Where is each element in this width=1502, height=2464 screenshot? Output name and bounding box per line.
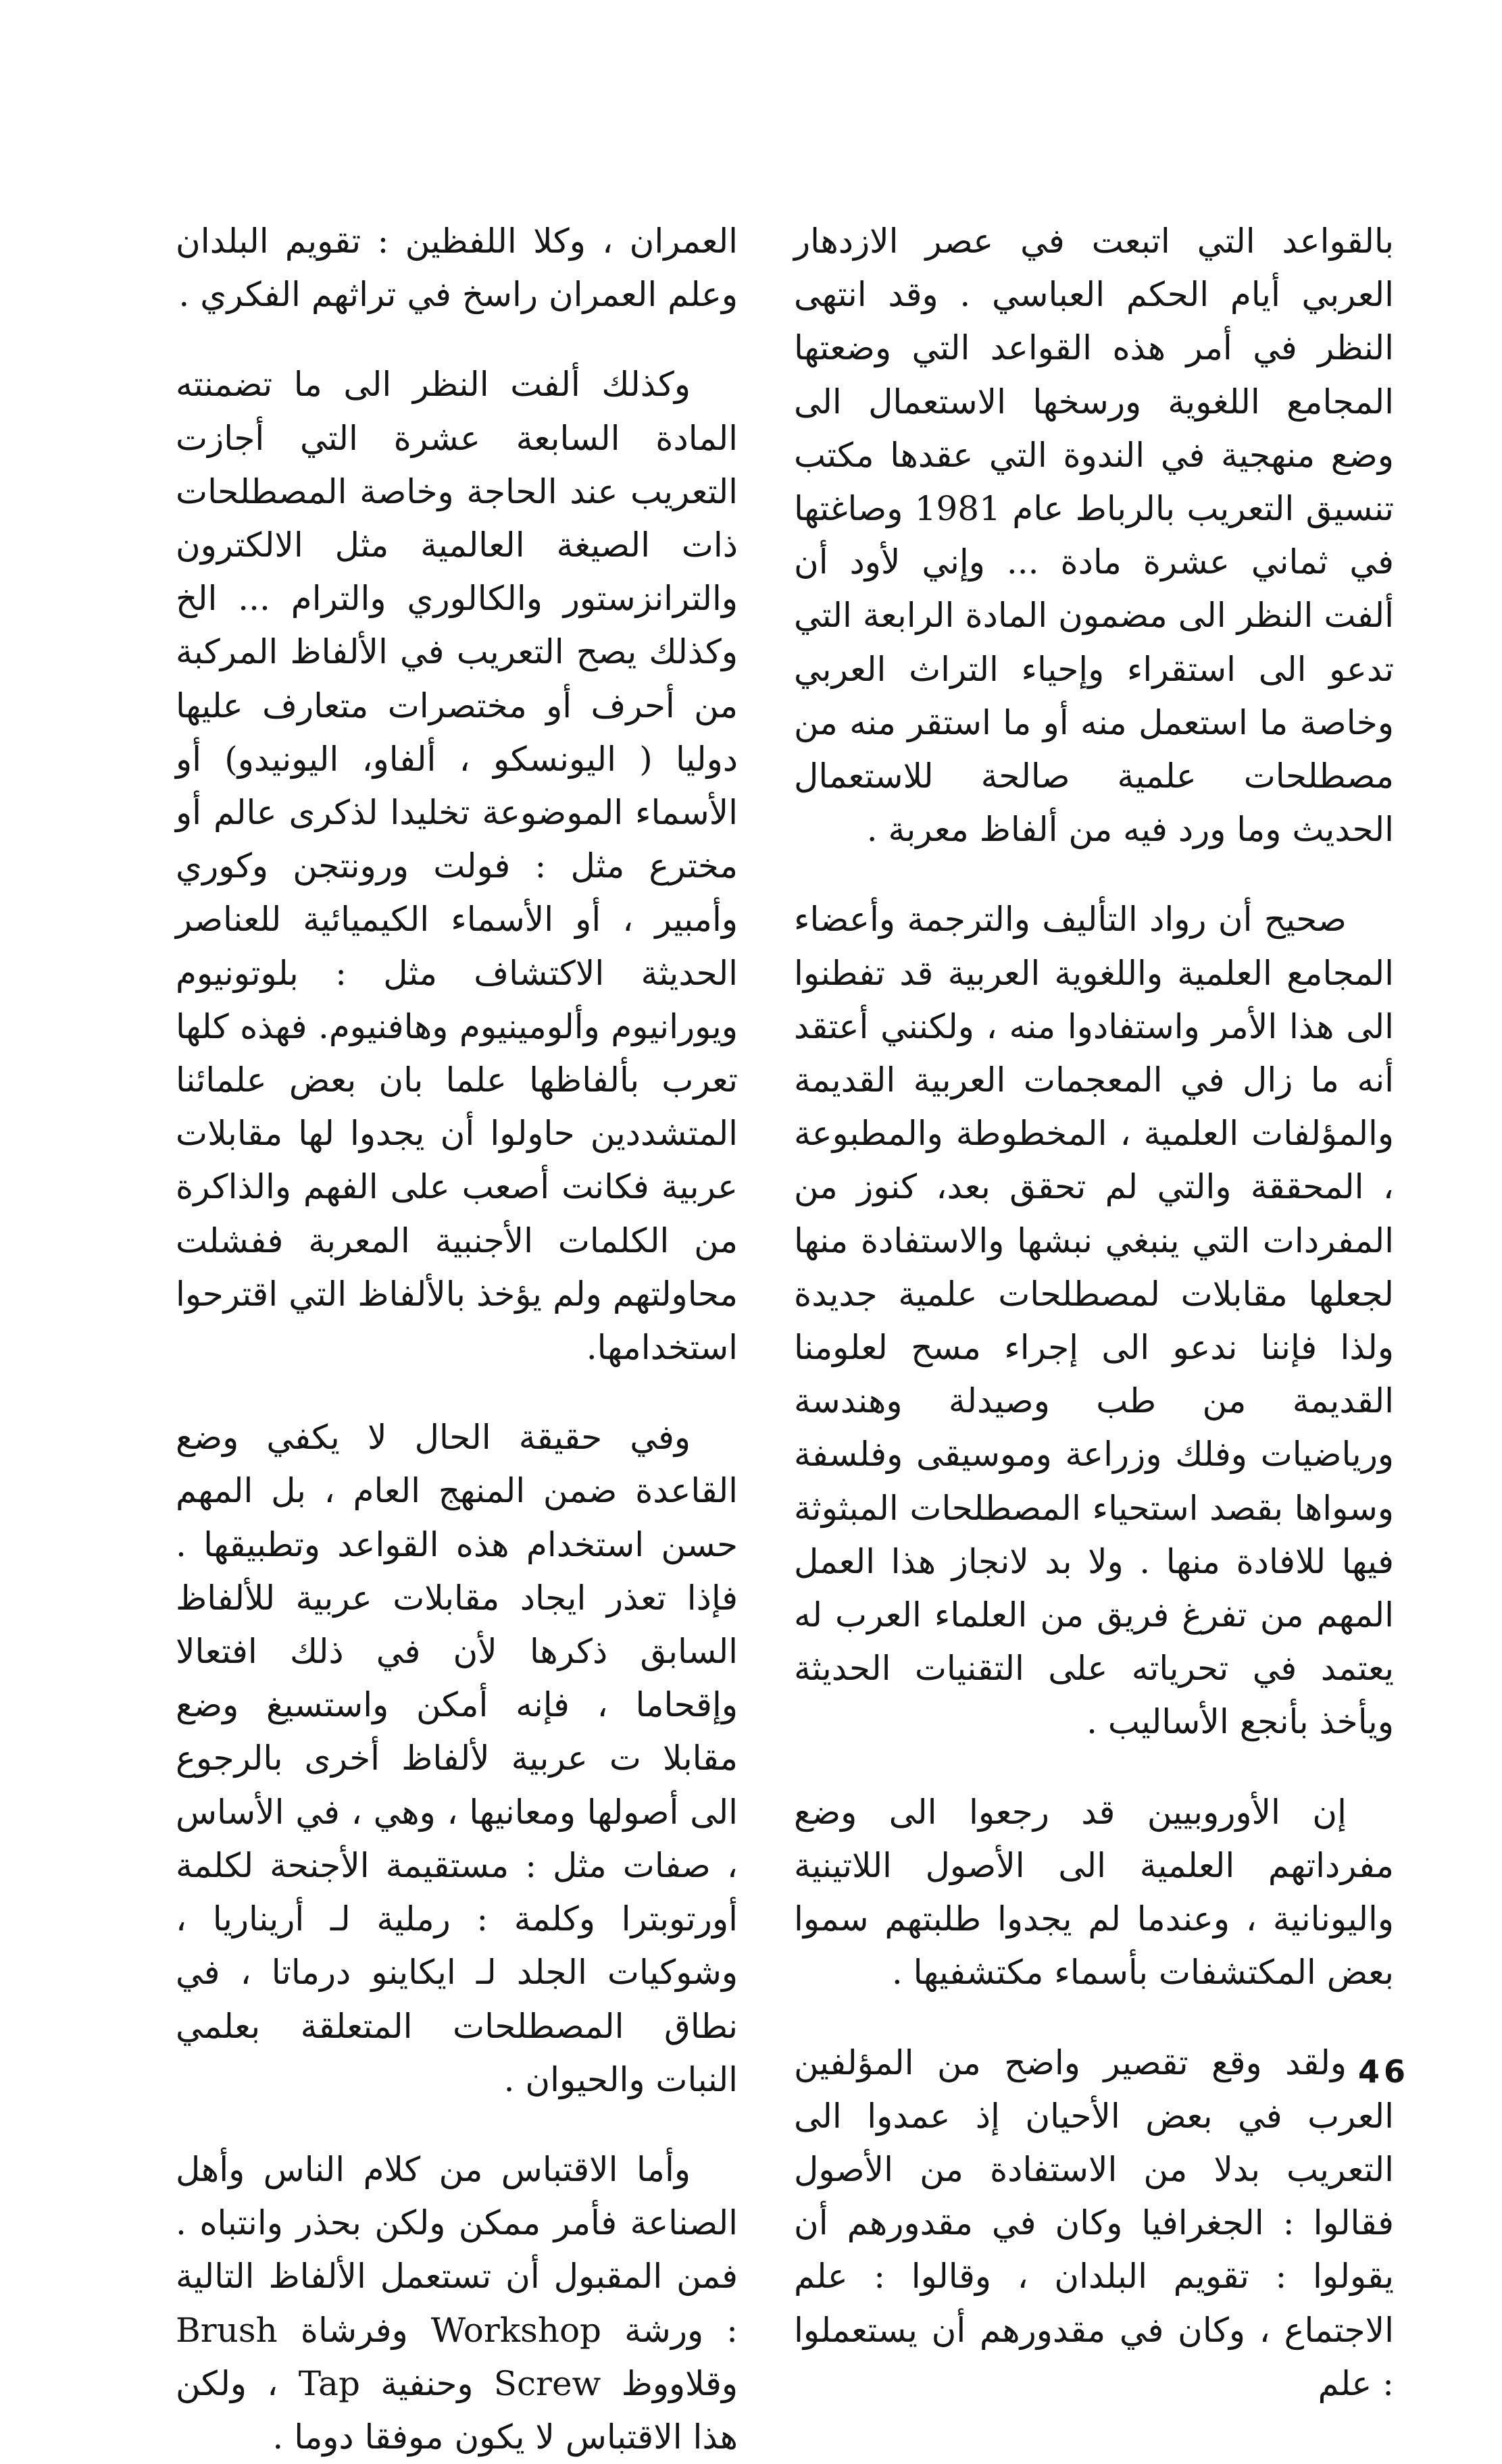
left-column <box>176 215 738 2464</box>
paragraph: وفي حقيقة الحال لا يكفي وضع القاعدة ضمن المنهج العام ، بل المهم حسن استخدام هذه القواعد وتطبيقها . فإذا تعذر ايجاد مقابلات عربية للألفاظ السابق ذكرها لأن في ذلك افتعالا وإقحاما ، فإنه أمكن واستسيغ وضع مقابلا ت عربية لألفاظ أخرى بالرجوع الى أصولها ومعانيها ، وهي ، في الأساس ، صفات مثل : مستقيمة الأجنحة لكلمة أورتوبترا وكلمة : رملية لـ أريناريا ، وشوكيات الجلد لـ ايكاينو درماتا ، في نطاق المصطلحات المتعلقة بعلمي النبات والحيوان . <box>176 1418 738 2099</box>
paragraph: بالقواعد التي اتبعت في عصر الازدهار العربي أيام الحكم العباسي . وقد انتهى النظر في أمر هذه القواعد التي وضعتها المجامع اللغوية ورسخها الاستعمال الى وضع منهجية في الندوة التي عقدها مكتب تنسيق التعريب بالرباط عام 1981 وصاغتها في ثماني عشرة مادة ... وإني لأود أن ألفت النظر الى مضمون المادة الرابعة التي تدعو الى استقراء وإحياء التراث العربي وخاصة ما استعمل منه أو ما استقر منه من مصطلحات علمية صالحة للاستعمال الحديث وما ورد فيه من ألفاظ معربة . <box>794 222 1394 850</box>
page-number: 46 <box>1358 2053 1410 2090</box>
paragraph: ولقد وقع تقصير واضح من المؤلفين العرب في بعض الأحيان إذ عمدوا الى التعريب بدلا من الاستفادة من الأصول فقالوا : الجغرافيا وكان في مقدورهم أن يقولوا : تقويم البلدان ، وقالوا : علم الاجتماع ، وكان في مقدورهم أن يستعملوا : علم <box>794 2043 1394 2403</box>
paragraph: وكذلك ألفت النظر الى ما تضمنته المادة السابعة عشرة التي أجازت التعريب عند الحاجة وخاصة المصطلحات ذات الصيغة العالمية مثل الالكترون والترانزستور والكالوري والترام ... الخ وكذلك يصح التعريب في الألفاظ المركبة من أحرف أو مختصرات متعارف عليها دوليا ( اليونسكو ، ألفاو، اليونيدو) أو الأسماء الموضوعة تخليدا لذكرى عالم أو مخترع مثل : فولت ورونتجن وكوري وأمبير ، أو الأسماء الكيميائية للعناصر الحديثة الاكتشاف مثل : بلوتونيوم ويورانيوم وألومينيوم وهافنيوم. فهذه كلها تعرب بألفاظها علما بان بعض علمائنا المتشددين حاولوا أن يجدوا لها مقابلات عربية فكانت أصعب على الفهم والذاكرة من الكلمات الأجنبية المعربة ففشلت محاولتهم ولم يؤخذ بالألفاظ التي اقترحوا استخدامها. <box>176 365 738 1368</box>
paragraph: إن الأوروبيين قد رجعوا الى وضع مفرداتهم العلمية الى الأصول اللاتينية واليونانية ، وعندما لم يجدوا طلبتهم سموا بعض المكتشفات بأسماء مكتشفيها . <box>794 1792 1394 1993</box>
paragraph: صحيح أن رواد التأليف والترجمة وأعضاء المجامع العلمية واللغوية العربية قد تفطنوا الى هذا الأمر واستفادوا منه ، ولكنني أعتقد أنه ما زال في المعجمات العربية القديمة والمؤلفات العلمية ، المخطوطة والمطبوعة ، المحققة والتي لم تحقق بعد، كنوز من المفردات التي ينبغي نبشها والاستفادة منها لجعلها مقابلات لمصطلحات علمية جديدة ولذا فإننا ندعو الى إجراء مسح لعلومنا القديمة من طب وصيدلة وهندسة ورياضيات وفلك وزراعة وموسيقى وفلسفة وسواها بقصد استحياء المصطلحات المبثوثة فيها للافادة منها . ولا بد لانجاز هذا العمل المهم من تفرغ فريق من العلماء العرب له يعتمد في تحرياته على التقنيات الحديثة ويأخذ بأنجع الأساليب . <box>794 900 1394 1742</box>
right-column <box>794 215 1394 2411</box>
paragraph: العمران ، وكلا اللفظين : تقويم البلدان وعلم العمران راسخ في تراثهم الفكري . <box>176 222 738 315</box>
paragraph: وأما الاقتباس من كلام الناس وأهل الصناعة فأمر ممكن ولكن بحذر وانتباه . فمن المقبول أن تستعمل الألفاظ التالية : ورشة Workshop وفرشاة Brush وقلاووظ Screw وحنفية Tap ، ولكن هذا الاقتباس لا يكون موفقا دوما . <box>176 2149 738 2457</box>
